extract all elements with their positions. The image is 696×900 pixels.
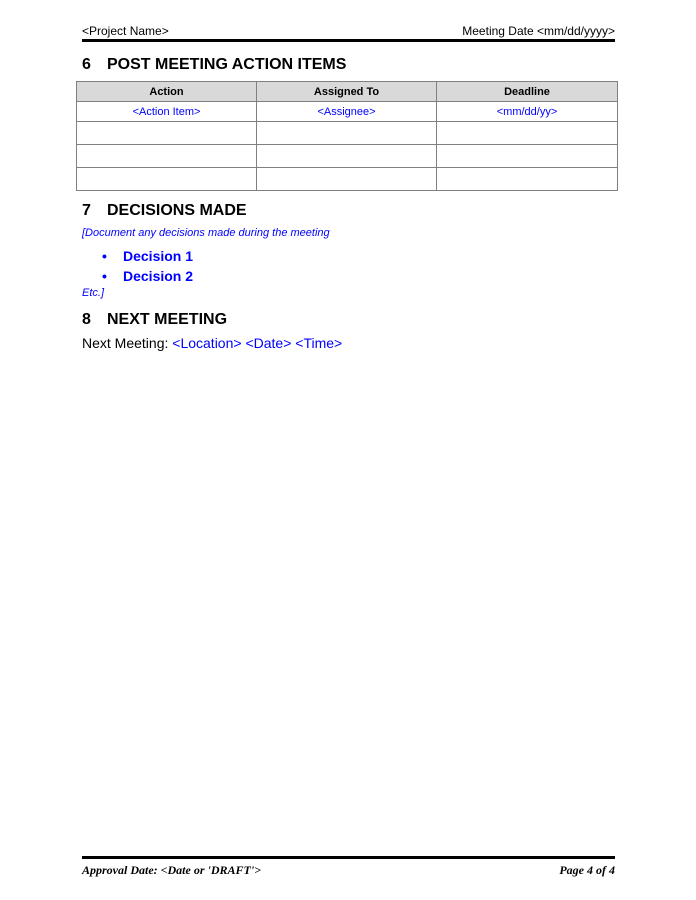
bullet-icon: • (102, 268, 107, 284)
section-6-heading (82, 56, 346, 74)
table-row (77, 145, 618, 168)
table-row (77, 168, 618, 191)
table-cell (257, 122, 437, 145)
decision-item (102, 248, 193, 264)
table-cell (437, 168, 618, 191)
column-header-assigned-to: Assigned To (257, 82, 437, 102)
table-cell (437, 122, 618, 145)
table-cell: <mm/dd/yy> (437, 102, 618, 122)
table-row (77, 102, 618, 122)
column-header-action: Action (77, 82, 257, 102)
page-header (82, 24, 615, 40)
approval-date: Approval Date: <Date or 'DRAFT'> (82, 863, 262, 877)
table-cell: <Assignee> (257, 102, 437, 122)
section-number: 7 (82, 202, 91, 219)
decisions-outro: Etc.] (82, 287, 105, 299)
table-cell (257, 168, 437, 191)
decision-label: Decision 2 (123, 268, 194, 284)
column-header-deadline: Deadline (437, 82, 618, 102)
section-title: NEXT MEETING (107, 311, 228, 328)
section-title: POST MEETING ACTION ITEMS (107, 56, 347, 73)
table-header-row (77, 82, 618, 102)
decisions-intro: [Document any decisions made during the meeting (82, 227, 330, 239)
next-meeting-time: <Time> (295, 335, 343, 351)
bullet-icon: • (102, 248, 107, 264)
table-cell: <Action Item> (77, 102, 257, 122)
section-number: 8 (82, 311, 91, 328)
header-divider (82, 39, 615, 42)
next-meeting-label: Next Meeting: (82, 335, 169, 351)
table-cell (77, 122, 257, 145)
meeting-date: Meeting Date <mm/dd/yyyy> (462, 24, 615, 38)
next-meeting-line (82, 335, 342, 351)
section-number: 6 (82, 56, 91, 73)
page-number: Page 4 of 4 (559, 863, 615, 877)
section-7-heading (82, 202, 247, 220)
table-row (77, 122, 618, 145)
table-cell (437, 145, 618, 168)
footer-divider (82, 856, 615, 859)
section-8-heading (82, 311, 227, 329)
table-cell (77, 168, 257, 191)
next-meeting-date: <Date> (245, 335, 292, 351)
section-title: DECISIONS MADE (107, 202, 247, 219)
table-cell (257, 145, 437, 168)
action-items-table (76, 81, 618, 191)
next-meeting-location: <Location> (172, 335, 242, 351)
decision-item (102, 268, 193, 284)
table-cell (77, 145, 257, 168)
decision-label: Decision 1 (123, 248, 194, 264)
project-name: <Project Name> (82, 24, 169, 38)
